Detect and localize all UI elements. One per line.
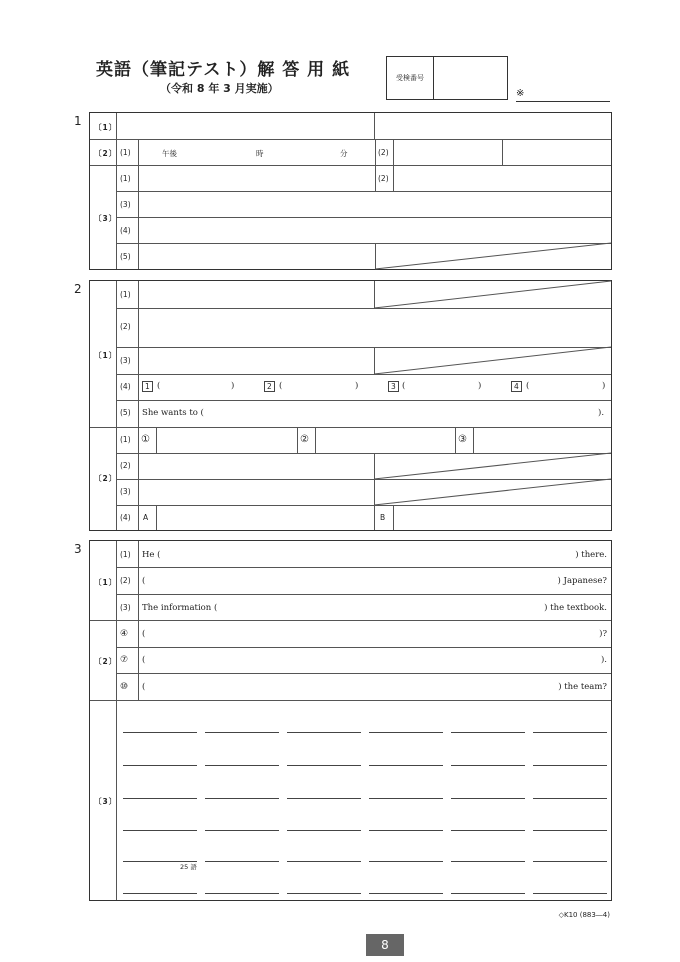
word-blank-line[interactable] (123, 861, 197, 862)
word-blank-line[interactable] (369, 798, 443, 799)
q2-r4-open1: ( (157, 381, 161, 391)
word-blank-line[interactable] (287, 893, 361, 894)
q2-r4-open4: ( (526, 381, 530, 391)
q2-r4-close3: ) (478, 381, 482, 391)
q2-r5-text: She wants to ( (142, 408, 204, 418)
word-blank-line[interactable] (451, 765, 525, 766)
question-1-section (89, 112, 612, 270)
q3-p1-start1: He ( (142, 550, 161, 560)
q1-p3-5-slash (375, 243, 611, 269)
q2-part2-label: 〔2〕 (94, 474, 118, 483)
q3-p1-num1: (1) (120, 550, 131, 559)
q2-r4-box2: 2 (264, 381, 275, 392)
q1-p2-num2: (2) (378, 148, 389, 157)
word-blank-line[interactable] (205, 765, 279, 766)
q3-p1-num2: (2) (120, 576, 131, 585)
word-blank-line[interactable] (533, 798, 607, 799)
q2-p2-3-slash (374, 479, 611, 505)
q1-part2-label: 〔2〕 (94, 149, 118, 158)
q2-p2-num4: (4) (120, 513, 131, 522)
word-blank-line[interactable] (287, 830, 361, 831)
word-blank-line[interactable] (533, 893, 607, 894)
q3-p1-end3: ) the textbook. (544, 603, 607, 613)
q2-r4-close1: ) (231, 381, 235, 391)
q2-p1-num5: (5) (120, 408, 131, 417)
q2-p2-circle2: ② (300, 434, 309, 445)
q2-p2-circle1: ① (141, 434, 150, 445)
q1-p2-num1: (1) (120, 148, 131, 157)
q1-p2-gogo: 午後 (162, 149, 177, 158)
word-blank-line[interactable] (451, 861, 525, 862)
q1-p3-num5: (5) (120, 252, 131, 261)
q2-p2-b-label: B (380, 513, 386, 522)
word-blank-line[interactable] (205, 798, 279, 799)
q2-p1-1-slash (374, 281, 611, 308)
q3-p1-end2: ) Japanese? (557, 576, 607, 586)
q3-p2-end3: ) the team? (558, 682, 607, 692)
word-blank-line[interactable] (205, 732, 279, 733)
q3-p2-end2: ). (600, 655, 607, 665)
word-blank-line[interactable] (205, 861, 279, 862)
exam-number-label: 受検番号 (387, 57, 434, 99)
q2-r4-close2: ) (355, 381, 359, 391)
q2-p2-num2: (2) (120, 461, 131, 470)
q2-p1-num2: (2) (120, 322, 131, 331)
q2-p1-num3: (3) (120, 356, 131, 365)
question-3-number: 3 (74, 542, 82, 556)
q3-part1-label: 〔1〕 (94, 578, 118, 587)
word-blank-line[interactable] (287, 861, 361, 862)
word-blank-line[interactable] (369, 830, 443, 831)
q3-p2-num2: ⑦ (120, 655, 129, 665)
question-1-number: 1 (74, 114, 82, 128)
q3-part3-label: 〔3〕 (94, 797, 118, 806)
q2-p1-3-slash (374, 347, 611, 374)
q3-p1-end1: ) there. (575, 550, 607, 560)
word-blank-line[interactable] (533, 765, 607, 766)
word-blank-line[interactable] (369, 893, 443, 894)
q2-r4-close4: ) (602, 381, 606, 391)
q1-p2-ji: 時 (256, 149, 264, 158)
q3-p2-num3: ⑩ (120, 682, 129, 692)
q3-p2-num1: ④ (120, 629, 129, 639)
q3-p1-start2: ( (142, 576, 146, 586)
sheet-subtitle: （令和 8 年 3 月実施） (160, 82, 279, 95)
q3-word-count-marker: 25 語 (180, 863, 197, 871)
note-underline (516, 101, 610, 102)
word-blank-line[interactable] (205, 893, 279, 894)
question-2-number: 2 (74, 282, 82, 296)
word-blank-line[interactable] (205, 830, 279, 831)
question-3-section (89, 540, 612, 901)
sheet-title: 英語（筆記テスト）解 答 用 紙 (96, 60, 351, 80)
q2-r4-box3: 3 (388, 381, 399, 392)
word-blank-line[interactable] (369, 732, 443, 733)
word-blank-line[interactable] (533, 830, 607, 831)
word-blank-line[interactable] (451, 798, 525, 799)
word-blank-line[interactable] (533, 861, 607, 862)
note-mark: ※ (516, 88, 525, 99)
q2-part1-label: 〔1〕 (94, 351, 118, 360)
q1-part1-label: 〔1〕 (94, 123, 118, 132)
word-blank-line[interactable] (451, 893, 525, 894)
q1-p2-fun: 分 (340, 149, 348, 158)
exam-number-box[interactable] (386, 56, 508, 100)
word-blank-line[interactable] (287, 765, 361, 766)
q2-p2-circle3: ③ (458, 434, 467, 445)
word-blank-line[interactable] (533, 732, 607, 733)
q1-p3-num2: (2) (378, 174, 389, 183)
word-blank-line[interactable] (123, 893, 197, 894)
q3-p2-start1: ( (142, 629, 146, 639)
word-blank-line[interactable] (123, 798, 197, 799)
q2-r4-box1: 1 (142, 381, 153, 392)
q2-p2-a-label: A (143, 513, 149, 522)
q2-p2-2-slash (374, 453, 611, 479)
q2-p1-num4: (4) (120, 382, 131, 391)
q2-r4-open2: ( (279, 381, 283, 391)
q3-p2-start3: ( (142, 682, 146, 692)
page-number: 8 (366, 934, 404, 956)
q1-p3-num1: (1) (120, 174, 131, 183)
q3-p2-start2: ( (142, 655, 146, 665)
q2-p2-num3: (3) (120, 487, 131, 496)
word-blank-line[interactable] (287, 798, 361, 799)
q2-r5-end: ). (598, 408, 605, 418)
form-code: ◇K10 (883―4) (558, 911, 610, 919)
word-blank-line[interactable] (123, 732, 197, 733)
word-blank-line[interactable] (287, 732, 361, 733)
q3-p1-start3: The information ( (142, 603, 218, 613)
q1-part3-label: 〔3〕 (94, 214, 118, 223)
word-blank-line[interactable] (123, 765, 197, 766)
question-2-section (89, 280, 612, 531)
q2-r4-box4: 4 (511, 381, 522, 392)
word-blank-line[interactable] (451, 732, 525, 733)
q3-part2-label: 〔2〕 (94, 657, 118, 666)
q2-r4-open3: ( (402, 381, 406, 391)
q2-p1-num1: (1) (120, 290, 131, 299)
word-blank-line[interactable] (123, 830, 197, 831)
q3-p1-num3: (3) (120, 603, 131, 612)
q1-p3-num4: (4) (120, 226, 131, 235)
q2-p2-num1: (1) (120, 435, 131, 444)
q3-p2-end1: )? (599, 629, 607, 639)
word-blank-line[interactable] (369, 861, 443, 862)
word-blank-line[interactable] (451, 830, 525, 831)
word-blank-line[interactable] (369, 765, 443, 766)
q1-p3-num3: (3) (120, 200, 131, 209)
